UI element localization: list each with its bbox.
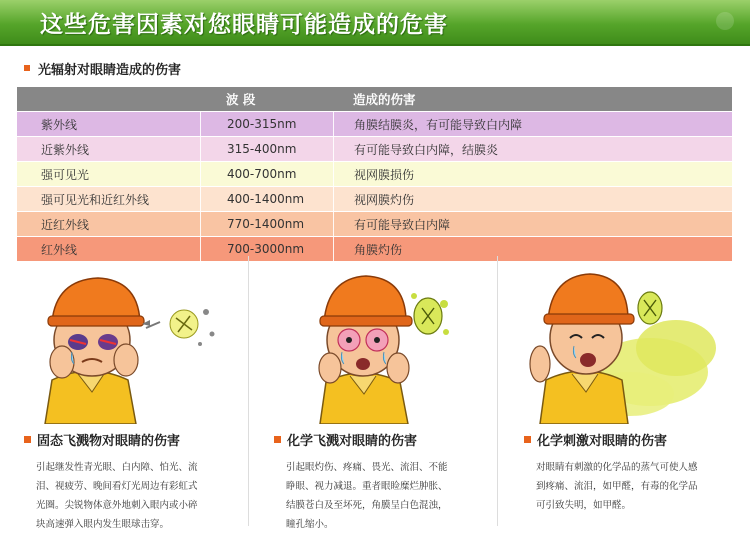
row-band: 400-1400nm bbox=[200, 187, 333, 211]
row-band: 700-3000nm bbox=[200, 237, 333, 261]
panel-description bbox=[536, 458, 716, 515]
description-line: 到疼痛、流泪，如甲醛，有毒的化学品 bbox=[536, 481, 698, 492]
panel-divider bbox=[497, 256, 498, 526]
row-harm: 视网膜灼伤 bbox=[333, 187, 732, 211]
panel-title: 化学刺激对眼睛的伤害 bbox=[537, 434, 668, 449]
row-band: 200-315nm bbox=[200, 112, 333, 136]
flying-debris-illustration bbox=[0, 252, 246, 424]
table-header-harm: 造成的伤害 bbox=[353, 92, 416, 107]
table-row bbox=[17, 161, 732, 186]
description-line: 引起继发性青光眼、白内障、怕光、流 bbox=[36, 462, 198, 473]
row-name: 强可见光 bbox=[41, 167, 90, 182]
panel-heading bbox=[274, 430, 417, 449]
chemical-splash-illustration bbox=[250, 252, 496, 424]
banner-decoration bbox=[716, 12, 734, 30]
table-row bbox=[17, 111, 732, 136]
description-line: 引起眼灼伤、疼痛、畏光、流泪、不能 bbox=[286, 462, 448, 473]
section-title: 光辐射对眼睛造成的伤害 bbox=[38, 62, 182, 78]
panel-description bbox=[286, 458, 466, 534]
description-line: 睁眼、视力减退。重者眼睑糜烂肿胀、 bbox=[286, 481, 448, 492]
row-harm: 角膜灼伤 bbox=[333, 237, 732, 261]
description-line: 泪、视疲劳、晚间看灯光周边有彩虹式 bbox=[36, 481, 198, 492]
description-line: 可引致失明，如甲醛。 bbox=[536, 500, 632, 511]
row-band: 400-700nm bbox=[200, 162, 333, 186]
row-harm: 有可能导致白内障，结膜炎 bbox=[333, 137, 732, 161]
title-banner bbox=[0, 0, 750, 46]
panel-divider bbox=[248, 256, 249, 526]
table-row bbox=[17, 186, 732, 211]
description-line: 光圈。尖锐物体意外地刺入眼内或小碎 bbox=[36, 500, 198, 511]
row-harm: 视网膜损伤 bbox=[333, 162, 732, 186]
row-harm: 有可能导致白内障 bbox=[333, 212, 732, 236]
row-name: 强可见光和近红外线 bbox=[41, 192, 150, 207]
row-band: 770-1400nm bbox=[200, 212, 333, 236]
table-row bbox=[17, 136, 732, 161]
banner-title: 这些危害因素对您眼睛可能造成的危害 bbox=[40, 12, 448, 38]
square-bullet-icon bbox=[24, 65, 30, 71]
row-band: 315-400nm bbox=[200, 137, 333, 161]
square-bullet-icon bbox=[24, 436, 31, 443]
table-header-row bbox=[17, 87, 732, 111]
panel-heading bbox=[524, 430, 667, 449]
table-row bbox=[17, 211, 732, 236]
panel-chemical-splash bbox=[250, 252, 496, 540]
radiation-table bbox=[17, 87, 732, 261]
description-line: 瞳孔缩小。 bbox=[286, 519, 334, 530]
row-name: 紫外线 bbox=[41, 117, 78, 132]
panel-description bbox=[36, 458, 216, 534]
description-line: 结膜苍白及至坏死，角膜呈白色混浊， bbox=[286, 500, 448, 511]
row-name: 红外线 bbox=[41, 242, 78, 257]
description-line: 块高速弹入眼内发生眼球击穿。 bbox=[36, 519, 170, 530]
table-header-name bbox=[17, 87, 200, 111]
square-bullet-icon bbox=[524, 436, 531, 443]
panel-title: 化学飞溅对眼睛的伤害 bbox=[287, 434, 418, 449]
square-bullet-icon bbox=[274, 436, 281, 443]
table-header-band: 波 段 bbox=[226, 92, 256, 107]
description-line: 对眼睛有刺激的化学品的蒸气可使人感 bbox=[536, 462, 698, 473]
panel-chemical-fumes bbox=[500, 252, 746, 540]
row-name: 近紫外线 bbox=[41, 142, 90, 157]
section-heading bbox=[24, 58, 181, 78]
panel-heading bbox=[24, 430, 180, 449]
chemical-fumes-illustration bbox=[500, 252, 746, 424]
panel-title: 固态飞溅物对眼睛的伤害 bbox=[37, 434, 181, 449]
row-harm: 角膜结膜炎，有可能导致白内障 bbox=[333, 112, 732, 136]
panel-flying-debris bbox=[0, 252, 246, 540]
row-name: 近红外线 bbox=[41, 217, 90, 232]
